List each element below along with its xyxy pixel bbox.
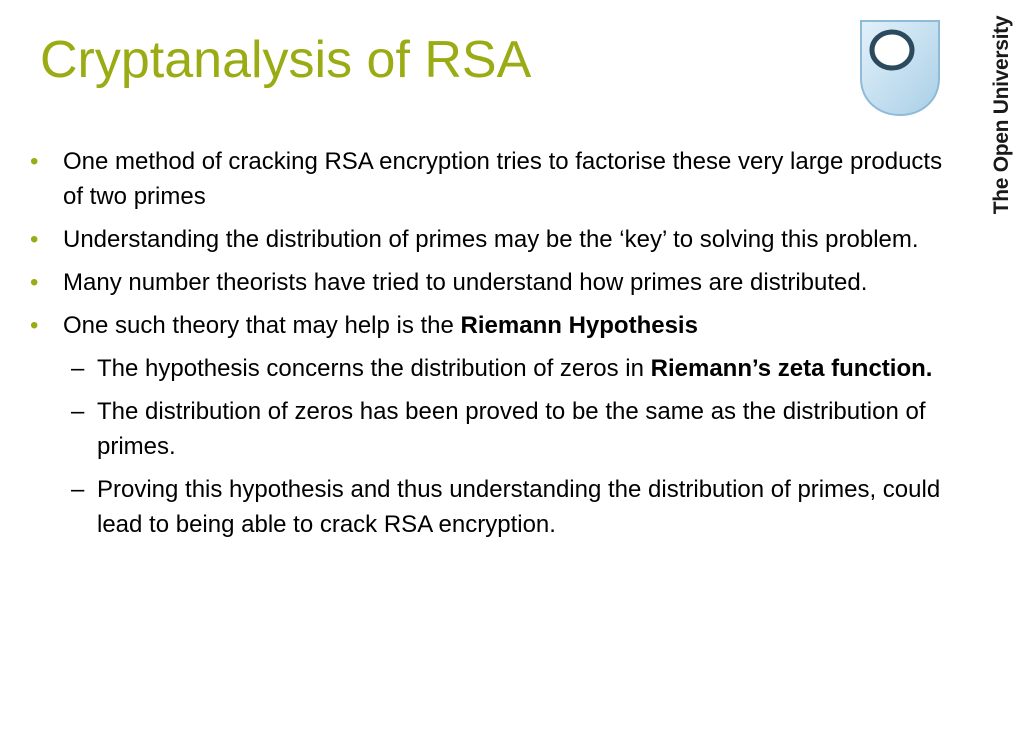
sub-bullet-text: The hypothesis concerns the distribution of zeros in — [97, 355, 651, 382]
bullet-item — [30, 265, 945, 300]
bullet-text: Many number theorists have tried to understand how primes are distributed. — [63, 269, 868, 296]
sub-bullet-list — [63, 351, 945, 542]
bullet-text: Understanding the distribution of primes may be the ‘key’ to solving this problem. — [63, 226, 919, 253]
dash-marker: – — [71, 355, 85, 382]
sub-bullet-text: Proving this hypothesis and thus understanding the distribution of primes, could lead to being able to crack RSA encryption. — [97, 476, 941, 538]
bullet-bold-term: Riemann Hypothesis — [460, 312, 698, 339]
slide-title: Cryptanalysis of RSA — [40, 31, 532, 89]
sub-bullet-item — [63, 472, 945, 542]
wordmark-text: The Open University — [990, 15, 1013, 215]
bullet-marker: • — [30, 226, 39, 253]
slide-content — [30, 144, 945, 550]
bullet-marker: • — [30, 269, 39, 296]
bullet-item — [30, 222, 945, 257]
dash-marker: – — [71, 398, 85, 425]
open-university-shield-icon — [858, 18, 942, 118]
dash-marker: – — [71, 476, 85, 503]
bullet-marker: • — [30, 148, 39, 175]
open-university-wordmark — [986, 10, 1018, 220]
bullet-marker: • — [30, 312, 39, 339]
sub-bullet-item — [63, 394, 945, 464]
bullet-list — [30, 144, 945, 542]
sub-bullet-bold-term: Riemann’s zeta function. — [650, 355, 933, 382]
bullet-item — [30, 308, 945, 542]
sub-bullet-item — [63, 351, 945, 386]
bullet-text: One such theory that may help is the — [63, 312, 461, 339]
bullet-text: One method of cracking RSA encryption tries to factorise these very large products of two primes — [63, 148, 943, 210]
sub-bullet-text: The distribution of zeros has been proved to be the same as the distribution of primes. — [97, 398, 926, 460]
bullet-item — [30, 144, 945, 214]
